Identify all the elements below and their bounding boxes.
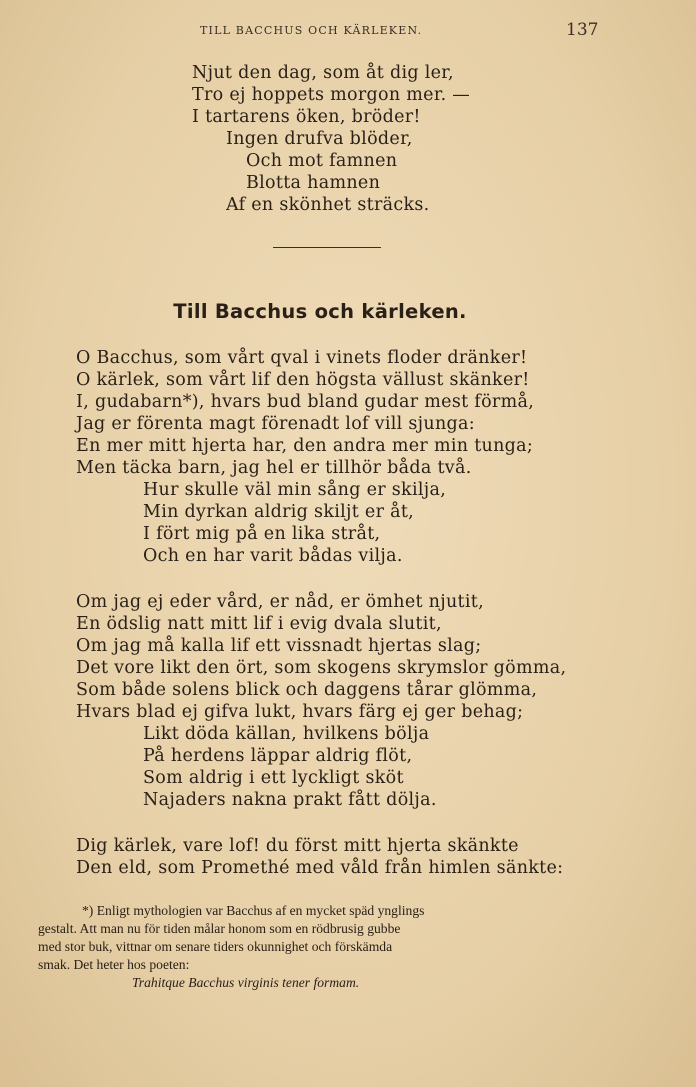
verse-line: Om jag må kalla lif ett vissnadt hjertas slag; [76,636,482,656]
verse-line: En ödslig natt mitt lif i evig dvala slutit, [76,614,442,634]
verse-line: Likt döda källan, hvilkens bölja [143,724,430,744]
verse-line: Och en har varit bådas vilja. [143,546,403,566]
poem-title: Till Bacchus och kärleken. [173,300,467,323]
footnote-line: smak. Det heter hos poeten: [38,957,190,972]
verse-line: Ingen drufva blöder, [226,129,413,149]
verse-line: Och mot famnen [246,151,398,171]
verse-line: I fört mig på en lika stråt, [143,524,381,544]
verse-line: Det vore likt den ört, som skogens skrymslor gömma, [76,658,567,678]
verse-line: I tartarens öken, bröder! [192,107,421,127]
page-header [0,20,696,42]
verse-line: En mer mitt hjerta har, den andra mer min tunga; [76,436,534,456]
verse-line: På herdens läppar aldrig flöt, [143,746,413,766]
verse-line: Jag er förenta magt förenadt lof vill sjunga: [76,414,475,434]
verse-line: Den eld, som Promethé med våld från himlen sänkte: [76,858,564,878]
verse-line: O Bacchus, som vårt qval i vinets floder dränker! [76,348,528,368]
footnote [38,902,592,992]
running-title: TILL BACCHUS OCH KÄRLEKEN. [200,24,423,37]
verse-line: Som både solens blick och daggens tårar glömma, [76,680,538,700]
verse-line: Njut den dag, som åt dig ler, [192,63,454,83]
footnote-line: med stor buk, vittnar om senare tiders okunnighet och förskämda [38,939,393,954]
verse-line: Tro ej hoppets morgon mer. — [192,85,471,105]
verse-line: Min dyrkan aldrig skiljt er åt, [143,502,415,522]
verse-line: O kärlek, som vårt lif den högsta vällust skänker! [76,370,530,390]
verse-line: Om jag ej eder vård, er nåd, er ömhet njutit, [76,592,484,612]
verse-line: Najaders nakna prakt fått dölja. [143,790,437,810]
section-divider [273,247,381,248]
page-number: 137 [566,20,599,40]
verse-line: I, gudabarn*), hvars bud bland gudar mest förmå, [76,392,535,412]
footnote-line: *) Enligt mythologien var Bacchus af en mycket späd ynglings [82,903,425,918]
verse-line: Men täcka barn, jag hel er tillhör båda två. [76,458,472,478]
footnote-line: gestalt. Att man nu för tiden målar honom som en rödbrusig gubbe [38,921,401,936]
verse-line: Dig kärlek, vare lof! du först mitt hjerta skänkte [76,836,519,856]
footnote-quote: Trahitque Bacchus virginis tener formam. [132,975,360,990]
verse-line: Af en skönhet sträcks. [226,195,430,215]
verse-line: Blotta hamnen [246,173,381,193]
verse-line: Hur skulle väl min sång er skilja, [143,480,447,500]
verse-line: Som aldrig i ett lyckligt sköt [143,768,404,788]
verse-line: Hvars blad ej gifva lukt, hvars färg ej ger behag; [76,702,524,722]
